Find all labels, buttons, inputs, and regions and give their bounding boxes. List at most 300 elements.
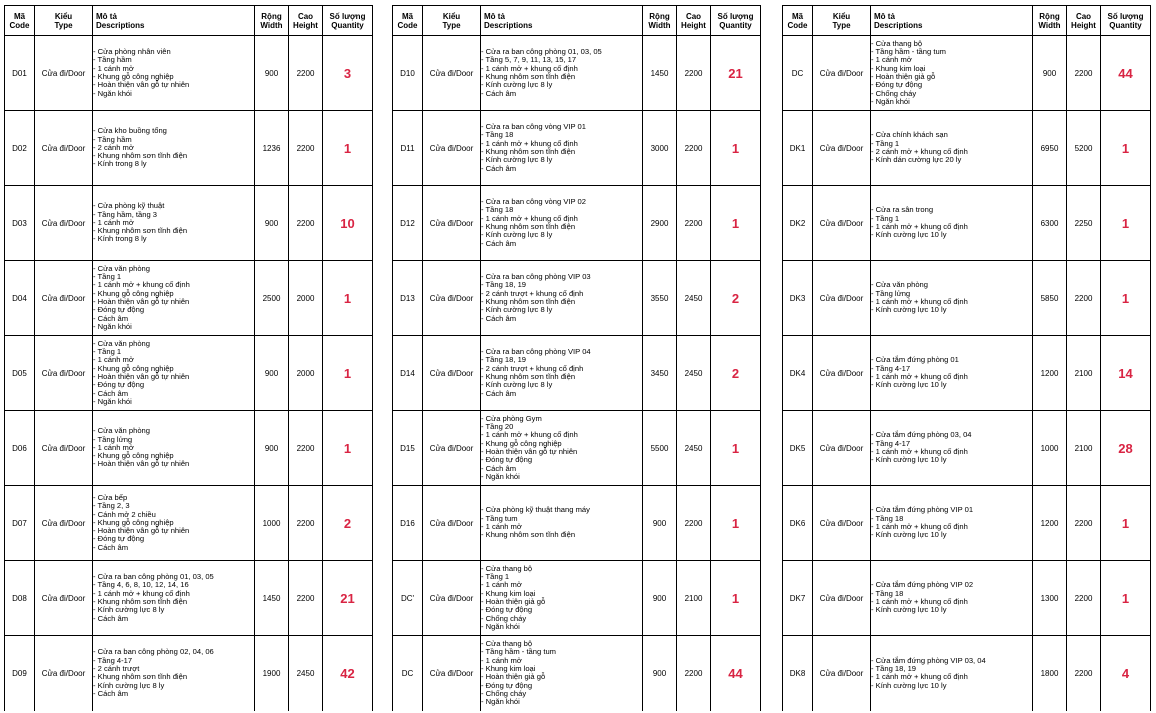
- door-width: 900: [255, 36, 289, 111]
- door-type: Cửa đi/Door: [423, 336, 481, 411]
- door-height: 2450: [677, 261, 711, 336]
- door-description: [93, 411, 255, 486]
- door-quantity: 1: [711, 186, 761, 261]
- door-width: 1000: [1033, 411, 1067, 486]
- door-width: 5500: [643, 411, 677, 486]
- header-qty-vi: Số lượng: [717, 11, 754, 21]
- header-height: [289, 6, 323, 36]
- door-height: 2200: [677, 636, 711, 711]
- description-line: - Tầng lửng: [871, 288, 911, 298]
- header-width-en: Width: [260, 20, 283, 30]
- door-quantity: 1: [1101, 186, 1151, 261]
- description-line: - Chống cháy: [481, 613, 527, 623]
- door-height: 2100: [1067, 411, 1101, 486]
- door-height: 2200: [677, 111, 711, 186]
- door-description: [93, 261, 255, 336]
- description-line: - Cửa ra ban công phòng 01, 03, 05: [481, 47, 602, 57]
- description-line: - Tầng 1: [93, 272, 122, 282]
- header-desc-vi: Mô tả: [484, 11, 505, 21]
- header-type-en: Type: [442, 20, 461, 30]
- description-line: - Khung gỗ công nghiệp: [93, 517, 174, 527]
- description-line: - Tầng hầm - tầng tum: [871, 47, 946, 57]
- header-code: [5, 6, 35, 36]
- header-qty-en: Quantity: [719, 20, 752, 30]
- door-width: 1900: [255, 636, 289, 711]
- description-line: - Cửa tắm đứng phòng VIP 03, 04: [871, 655, 986, 665]
- table-row: [393, 186, 761, 261]
- description-line: - Đóng tự động: [481, 455, 533, 465]
- description-line: - Khung nhôm sơn tĩnh điện: [481, 372, 576, 381]
- description-line: - Khung gỗ công nghiệp: [481, 438, 562, 448]
- description-line: - Khung nhôm sơn tĩnh điện: [481, 222, 576, 231]
- description-line: - 1 cánh mở + khung cố định: [93, 588, 190, 598]
- door-quantity: 2: [323, 486, 373, 561]
- description-line: - Cửa tắm đứng phòng 03, 04: [871, 430, 972, 440]
- door-code: D13: [393, 261, 423, 336]
- door-description: [481, 261, 643, 336]
- table-row: [783, 261, 1151, 336]
- door-description: [93, 186, 255, 261]
- table-row: [393, 261, 761, 336]
- door-width: 1450: [643, 36, 677, 111]
- door-width: 1800: [1033, 636, 1067, 711]
- door-width: 1200: [1033, 336, 1067, 411]
- door-description: [93, 111, 255, 186]
- description-line: - Kính cường lực 10 ly: [871, 380, 947, 390]
- table-row: [5, 111, 373, 186]
- description-line: - Kính cường lực 10 ly: [871, 605, 947, 615]
- door-height: 2450: [677, 411, 711, 486]
- description-line: - Ngăn khói: [481, 697, 520, 707]
- description-line: - Kính trong 8 ly: [93, 159, 147, 169]
- header-row: [5, 6, 373, 36]
- door-description: [871, 411, 1033, 486]
- door-description: [871, 36, 1033, 111]
- header-type: [813, 6, 871, 36]
- description-line: - Cửa kho buồng tổng: [93, 126, 167, 136]
- header-desc-vi: Mô tả: [874, 11, 895, 21]
- description-line: - Khung gỗ công nghiệp: [93, 451, 174, 461]
- header-code-en: Code: [397, 20, 418, 30]
- door-type: Cửa đi/Door: [423, 636, 481, 711]
- door-schedule: [4, 5, 1154, 713]
- description-line: - Tầng 4, 6, 8, 10, 12, 14, 16: [93, 580, 189, 590]
- door-quantity: 14: [1101, 336, 1151, 411]
- door-code: DK3: [783, 261, 813, 336]
- table-row: [783, 186, 1151, 261]
- door-code: DK1: [783, 111, 813, 186]
- door-code: DK7: [783, 561, 813, 636]
- door-type: Cửa đi/Door: [813, 111, 871, 186]
- description-line: - Hoàn thiện giả gỗ: [871, 72, 936, 81]
- door-height: 2200: [289, 36, 323, 111]
- header-code-vi: Mã: [401, 11, 414, 21]
- description-line: - Hoàn thiện vân gỗ tự nhiên: [93, 526, 190, 536]
- description-line: - Kính cường lực 8 ly: [481, 305, 553, 315]
- description-line: - 2 cánh mở + khung cố định: [871, 147, 968, 156]
- door-height: 2200: [677, 186, 711, 261]
- description-line: - Tầng lửng: [93, 434, 133, 444]
- header-width-vi: Rộng: [1039, 11, 1060, 21]
- description-line: - 1 cánh mở + khung cố định: [871, 372, 968, 381]
- door-type: Cửa đi/Door: [423, 261, 481, 336]
- description-line: - Cửa phòng kỹ thuật: [93, 201, 165, 211]
- description-line: - Tầng 1: [871, 213, 900, 223]
- door-quantity: 1: [711, 111, 761, 186]
- description-line: - Tầng 18: [481, 205, 514, 215]
- description-line: - Tầng hầm: [93, 55, 132, 65]
- door-width: 900: [643, 636, 677, 711]
- description-line: - Khung nhôm sơn tĩnh điện: [481, 72, 576, 81]
- door-height: 2100: [677, 561, 711, 636]
- door-quantity: 10: [323, 186, 373, 261]
- door-height: 2200: [289, 411, 323, 486]
- description-line: - Ngăn khói: [871, 96, 910, 106]
- table-row: [393, 486, 761, 561]
- description-line: - 1 cánh mở: [481, 580, 522, 590]
- door-width: 1300: [1033, 561, 1067, 636]
- door-width: 3450: [643, 336, 677, 411]
- door-code: D06: [5, 411, 35, 486]
- description-line: - Cách âm: [93, 313, 129, 323]
- description-line: - Khung gỗ công nghiệp: [93, 288, 174, 298]
- header-code: [783, 6, 813, 36]
- description-line: - Cách âm: [93, 613, 129, 623]
- description-line: - Kính cường lực 8 ly: [481, 155, 553, 165]
- header-width-en: Width: [648, 20, 671, 30]
- description-line: - Kính cường lực 10 ly: [871, 530, 947, 540]
- door-code: D02: [5, 111, 35, 186]
- door-code: D14: [393, 336, 423, 411]
- door-type: Cửa đi/Door: [35, 261, 93, 336]
- description-line: - 1 cánh mở + khung cố định: [871, 297, 968, 306]
- description-line: - Hoàn thiện vân gỗ tự nhiên: [481, 447, 578, 456]
- door-description: [481, 336, 643, 411]
- header-width-vi: Rộng: [261, 11, 282, 21]
- door-height: 2200: [677, 36, 711, 111]
- door-width: 900: [255, 411, 289, 486]
- door-quantity: 2: [711, 336, 761, 411]
- door-height: 2200: [1067, 36, 1101, 111]
- header-type-en: Type: [54, 20, 73, 30]
- description-line: - Hoàn thiện vân gỗ tự nhiên: [93, 80, 190, 90]
- description-line: - 2 cánh trượt + khung cố định: [481, 363, 584, 373]
- door-quantity: 1: [323, 336, 373, 411]
- header-desc-en: Descriptions: [484, 20, 533, 30]
- table-row: [393, 561, 761, 636]
- door-height: 2200: [289, 486, 323, 561]
- description-line: - Tầng 18: [871, 588, 904, 598]
- table-row: [783, 36, 1151, 111]
- door-width: 900: [643, 561, 677, 636]
- description-line: - Hoàn thiện vân gỗ tự nhiên: [93, 372, 190, 381]
- door-description: [93, 561, 255, 636]
- description-line: - Khung kim loại: [481, 588, 536, 598]
- description-line: - Cách âm: [481, 88, 517, 98]
- door-description: [481, 411, 643, 486]
- door-code: DK4: [783, 336, 813, 411]
- description-line: - Khung nhôm sơn tĩnh điện: [481, 530, 576, 540]
- door-code: D07: [5, 486, 35, 561]
- door-code: DK6: [783, 486, 813, 561]
- door-quantity: 1: [711, 486, 761, 561]
- description-line: - Khung kim loại: [481, 663, 536, 673]
- door-height: 2200: [1067, 561, 1101, 636]
- door-quantity: 1: [711, 411, 761, 486]
- door-type: Cửa đi/Door: [35, 336, 93, 411]
- door-type: Cửa đi/Door: [423, 561, 481, 636]
- door-quantity: 1: [1101, 561, 1151, 636]
- door-type: Cửa đi/Door: [813, 186, 871, 261]
- description-line: - Tầng 18: [481, 130, 514, 140]
- header-type-vi: Kiểu: [832, 11, 851, 21]
- description-line: - Cách âm: [481, 463, 517, 473]
- description-line: - Cửa ra ban công phòng 02, 04, 06: [93, 647, 214, 657]
- door-type: Cửa đi/Door: [35, 111, 93, 186]
- description-line: - Chống cháy: [871, 88, 917, 98]
- description-line: - Cửa thang bộ: [481, 639, 533, 649]
- header-descriptions: [481, 6, 643, 36]
- door-type: Cửa đi/Door: [813, 486, 871, 561]
- door-width: 5850: [1033, 261, 1067, 336]
- description-line: - Cửa ra ban công phòng 01, 03, 05: [93, 572, 214, 582]
- door-description: [481, 561, 643, 636]
- door-height: 2200: [1067, 636, 1101, 711]
- door-type: Cửa đi/Door: [813, 561, 871, 636]
- header-width-vi: Rộng: [649, 11, 670, 21]
- door-height: 2000: [289, 336, 323, 411]
- description-line: - Tầng 2, 3: [93, 501, 130, 511]
- door-description: [871, 561, 1033, 636]
- table-row: [5, 186, 373, 261]
- header-height-vi: Cao: [297, 11, 314, 21]
- door-code: DK2: [783, 186, 813, 261]
- description-line: - Kính cường lực 8 ly: [481, 80, 553, 90]
- description-line: - Cách âm: [481, 163, 517, 173]
- description-line: - 1 cánh mở: [481, 522, 522, 531]
- description-line: - Tầng 1: [871, 138, 900, 148]
- door-description: [871, 336, 1033, 411]
- header-height-vi: Cao: [685, 11, 702, 21]
- door-description: [871, 186, 1033, 261]
- table-row: [5, 411, 373, 486]
- door-description: [871, 486, 1033, 561]
- header-height: [677, 6, 711, 36]
- description-line: - Kính cường lực 8 ly: [93, 680, 165, 690]
- description-line: - Cửa phòng Gym: [481, 413, 542, 423]
- table-row: [783, 636, 1151, 711]
- header-type-en: Type: [832, 20, 851, 30]
- door-code: D08: [5, 561, 35, 636]
- header-row: [783, 6, 1151, 36]
- door-type: Cửa đi/Door: [35, 411, 93, 486]
- header-height: [1067, 6, 1101, 36]
- description-line: - Khung nhôm sơn tĩnh điện: [481, 147, 576, 156]
- door-quantity: 1: [1101, 261, 1151, 336]
- description-line: - 1 cánh mở + khung cố định: [871, 447, 968, 456]
- description-line: - Tầng 4-17: [93, 655, 133, 665]
- description-line: - Cửa phòng kỹ thuật thang máy: [481, 505, 590, 515]
- description-line: - Đóng tự động: [481, 680, 533, 690]
- description-line: - Cách âm: [93, 688, 129, 698]
- description-line: - Tầng hầm: [93, 134, 132, 144]
- description-line: - 1 cánh mở: [481, 655, 522, 665]
- description-line: - Ngăn khói: [93, 396, 132, 406]
- header-code-en: Code: [787, 20, 808, 30]
- description-line: - Khung nhôm sơn tĩnh điện: [481, 297, 576, 306]
- door-height: 2450: [677, 336, 711, 411]
- door-code: D16: [393, 486, 423, 561]
- door-height: 2100: [1067, 336, 1101, 411]
- door-code: D03: [5, 186, 35, 261]
- door-type: Cửa đi/Door: [35, 486, 93, 561]
- description-line: - Tầng 18: [871, 513, 904, 523]
- description-line: - Cách âm: [93, 542, 129, 552]
- description-line: - 1 cánh mở: [871, 55, 912, 65]
- header-desc-en: Descriptions: [874, 20, 923, 30]
- door-height: 2200: [289, 561, 323, 636]
- description-line: - Đóng tự động: [93, 534, 145, 544]
- description-line: - Khung nhôm sơn tĩnh điện: [93, 151, 188, 161]
- table-row: [393, 111, 761, 186]
- door-code: DC': [393, 561, 423, 636]
- table-row: [5, 486, 373, 561]
- door-description: [93, 486, 255, 561]
- description-line: - Cách âm: [481, 388, 517, 398]
- door-type: Cửa đi/Door: [813, 336, 871, 411]
- description-line: - 1 cánh mở: [93, 442, 134, 452]
- door-width: 1236: [255, 111, 289, 186]
- header-width-en: Width: [1038, 20, 1061, 30]
- description-line: - 1 cánh mở + khung cố định: [481, 138, 578, 148]
- description-line: - 1 cánh mở + khung cố định: [481, 430, 578, 440]
- door-description: [93, 336, 255, 411]
- door-height: 5200: [1067, 111, 1101, 186]
- door-quantity: 21: [323, 561, 373, 636]
- door-height: 2200: [1067, 486, 1101, 561]
- header-type: [35, 6, 93, 36]
- header-code-vi: Mã: [791, 11, 804, 21]
- table-row: [783, 486, 1151, 561]
- description-line: - Cửa tắm đứng phòng VIP 01: [871, 505, 974, 515]
- door-code: DK5: [783, 411, 813, 486]
- description-line: - Đóng tự động: [481, 605, 533, 615]
- description-line: - Tầng 4-17: [871, 438, 911, 448]
- header-width: [255, 6, 289, 36]
- door-code: D09: [5, 636, 35, 711]
- table-row: [5, 561, 373, 636]
- header-qty-vi: Số lượng: [1107, 11, 1144, 21]
- description-line: - 1 cánh mở: [93, 355, 134, 365]
- description-line: - Tầng 5, 7, 9, 11, 13, 15, 17: [481, 55, 577, 65]
- description-line: - Tầng 1: [481, 572, 510, 582]
- door-type: Cửa đi/Door: [813, 636, 871, 711]
- description-line: - Cách âm: [481, 238, 517, 248]
- description-line: - Tầng 4-17: [871, 363, 911, 373]
- description-line: - Cửa tắm đứng phòng 01: [871, 355, 959, 365]
- header-code-vi: Mã: [13, 11, 26, 21]
- table-row: [783, 411, 1151, 486]
- door-code: D04: [5, 261, 35, 336]
- door-description: [93, 36, 255, 111]
- header-qty-vi: Số lượng: [329, 11, 366, 21]
- description-line: - Cửa ra ban công vòng VIP 01: [481, 122, 586, 132]
- description-line: - Hoàn thiện vân gỗ tự nhiên: [93, 459, 190, 469]
- door-quantity: 3: [323, 36, 373, 111]
- table-row: [5, 261, 373, 336]
- door-width: 6300: [1033, 186, 1067, 261]
- description-line: - Hoàn thiện vân gỗ tự nhiên: [93, 297, 190, 306]
- door-type: Cửa đi/Door: [423, 111, 481, 186]
- header-desc-en: Descriptions: [96, 20, 145, 30]
- description-line: - Đóng tự động: [871, 80, 923, 90]
- description-line: - 1 cánh mở + khung cố định: [93, 280, 190, 290]
- description-line: - 1 cánh mở + khung cố định: [871, 672, 968, 682]
- table-row: [393, 336, 761, 411]
- door-code: D05: [5, 336, 35, 411]
- door-width: 1450: [255, 561, 289, 636]
- description-line: - Cửa chính khách sạn: [871, 130, 948, 140]
- door-width: 3550: [643, 261, 677, 336]
- description-line: - 2 cánh mở: [93, 142, 134, 152]
- door-description: [481, 111, 643, 186]
- description-line: - Cách âm: [481, 313, 517, 323]
- description-line: - 1 cánh mở + khung cố định: [871, 597, 968, 606]
- door-height: 2200: [289, 111, 323, 186]
- door-width: 6950: [1033, 111, 1067, 186]
- description-line: - Tầng hầm - tầng tum: [481, 647, 556, 657]
- door-quantity: 44: [1101, 36, 1151, 111]
- table-row: [5, 636, 373, 711]
- door-height: 2200: [289, 186, 323, 261]
- door-quantity: 4: [1101, 636, 1151, 711]
- description-line: - Cửa ra sân trong: [871, 205, 934, 215]
- header-height-vi: Cao: [1075, 11, 1092, 21]
- description-line: - Tầng 18, 19: [481, 355, 527, 365]
- description-line: - 2 cánh trượt + khung cố định: [481, 288, 584, 298]
- door-schedule-table-3: [782, 5, 1151, 711]
- description-line: - Cách âm: [93, 388, 129, 398]
- description-line: - Chống cháy: [481, 688, 527, 698]
- header-quantity: [711, 6, 761, 36]
- door-description: [481, 36, 643, 111]
- header-type-vi: Kiểu: [442, 11, 461, 21]
- description-line: - Ngăn khói: [93, 321, 132, 331]
- door-width: 2900: [643, 186, 677, 261]
- door-code: D10: [393, 36, 423, 111]
- description-line: - Tầng 1: [93, 347, 122, 357]
- description-line: - Cửa văn phòng: [93, 338, 151, 348]
- description-line: - Kính cường lực 10 ly: [871, 455, 947, 465]
- description-line: - Khung gỗ công nghiệp: [93, 72, 174, 81]
- description-line: - Tầng 20: [481, 422, 514, 432]
- door-type: Cửa đi/Door: [423, 486, 481, 561]
- header-code-en: Code: [9, 20, 30, 30]
- door-width: 2500: [255, 261, 289, 336]
- description-line: - Khung kim loại: [871, 63, 926, 73]
- description-line: - Cửa ra ban công phòng VIP 04: [481, 347, 591, 357]
- door-quantity: 44: [711, 636, 761, 711]
- description-line: - Kính trong 8 ly: [93, 234, 147, 244]
- door-description: [481, 636, 643, 711]
- door-type: Cửa đi/Door: [35, 561, 93, 636]
- description-line: - Khung nhôm sơn tĩnh điện: [93, 226, 188, 236]
- description-line: - Cửa tắm đứng phòng VIP 02: [871, 580, 974, 590]
- description-line: - Ngăn khói: [481, 471, 520, 481]
- description-line: - Khung nhôm sơn tĩnh điện: [93, 597, 188, 606]
- table-row: [783, 336, 1151, 411]
- door-quantity: 42: [323, 636, 373, 711]
